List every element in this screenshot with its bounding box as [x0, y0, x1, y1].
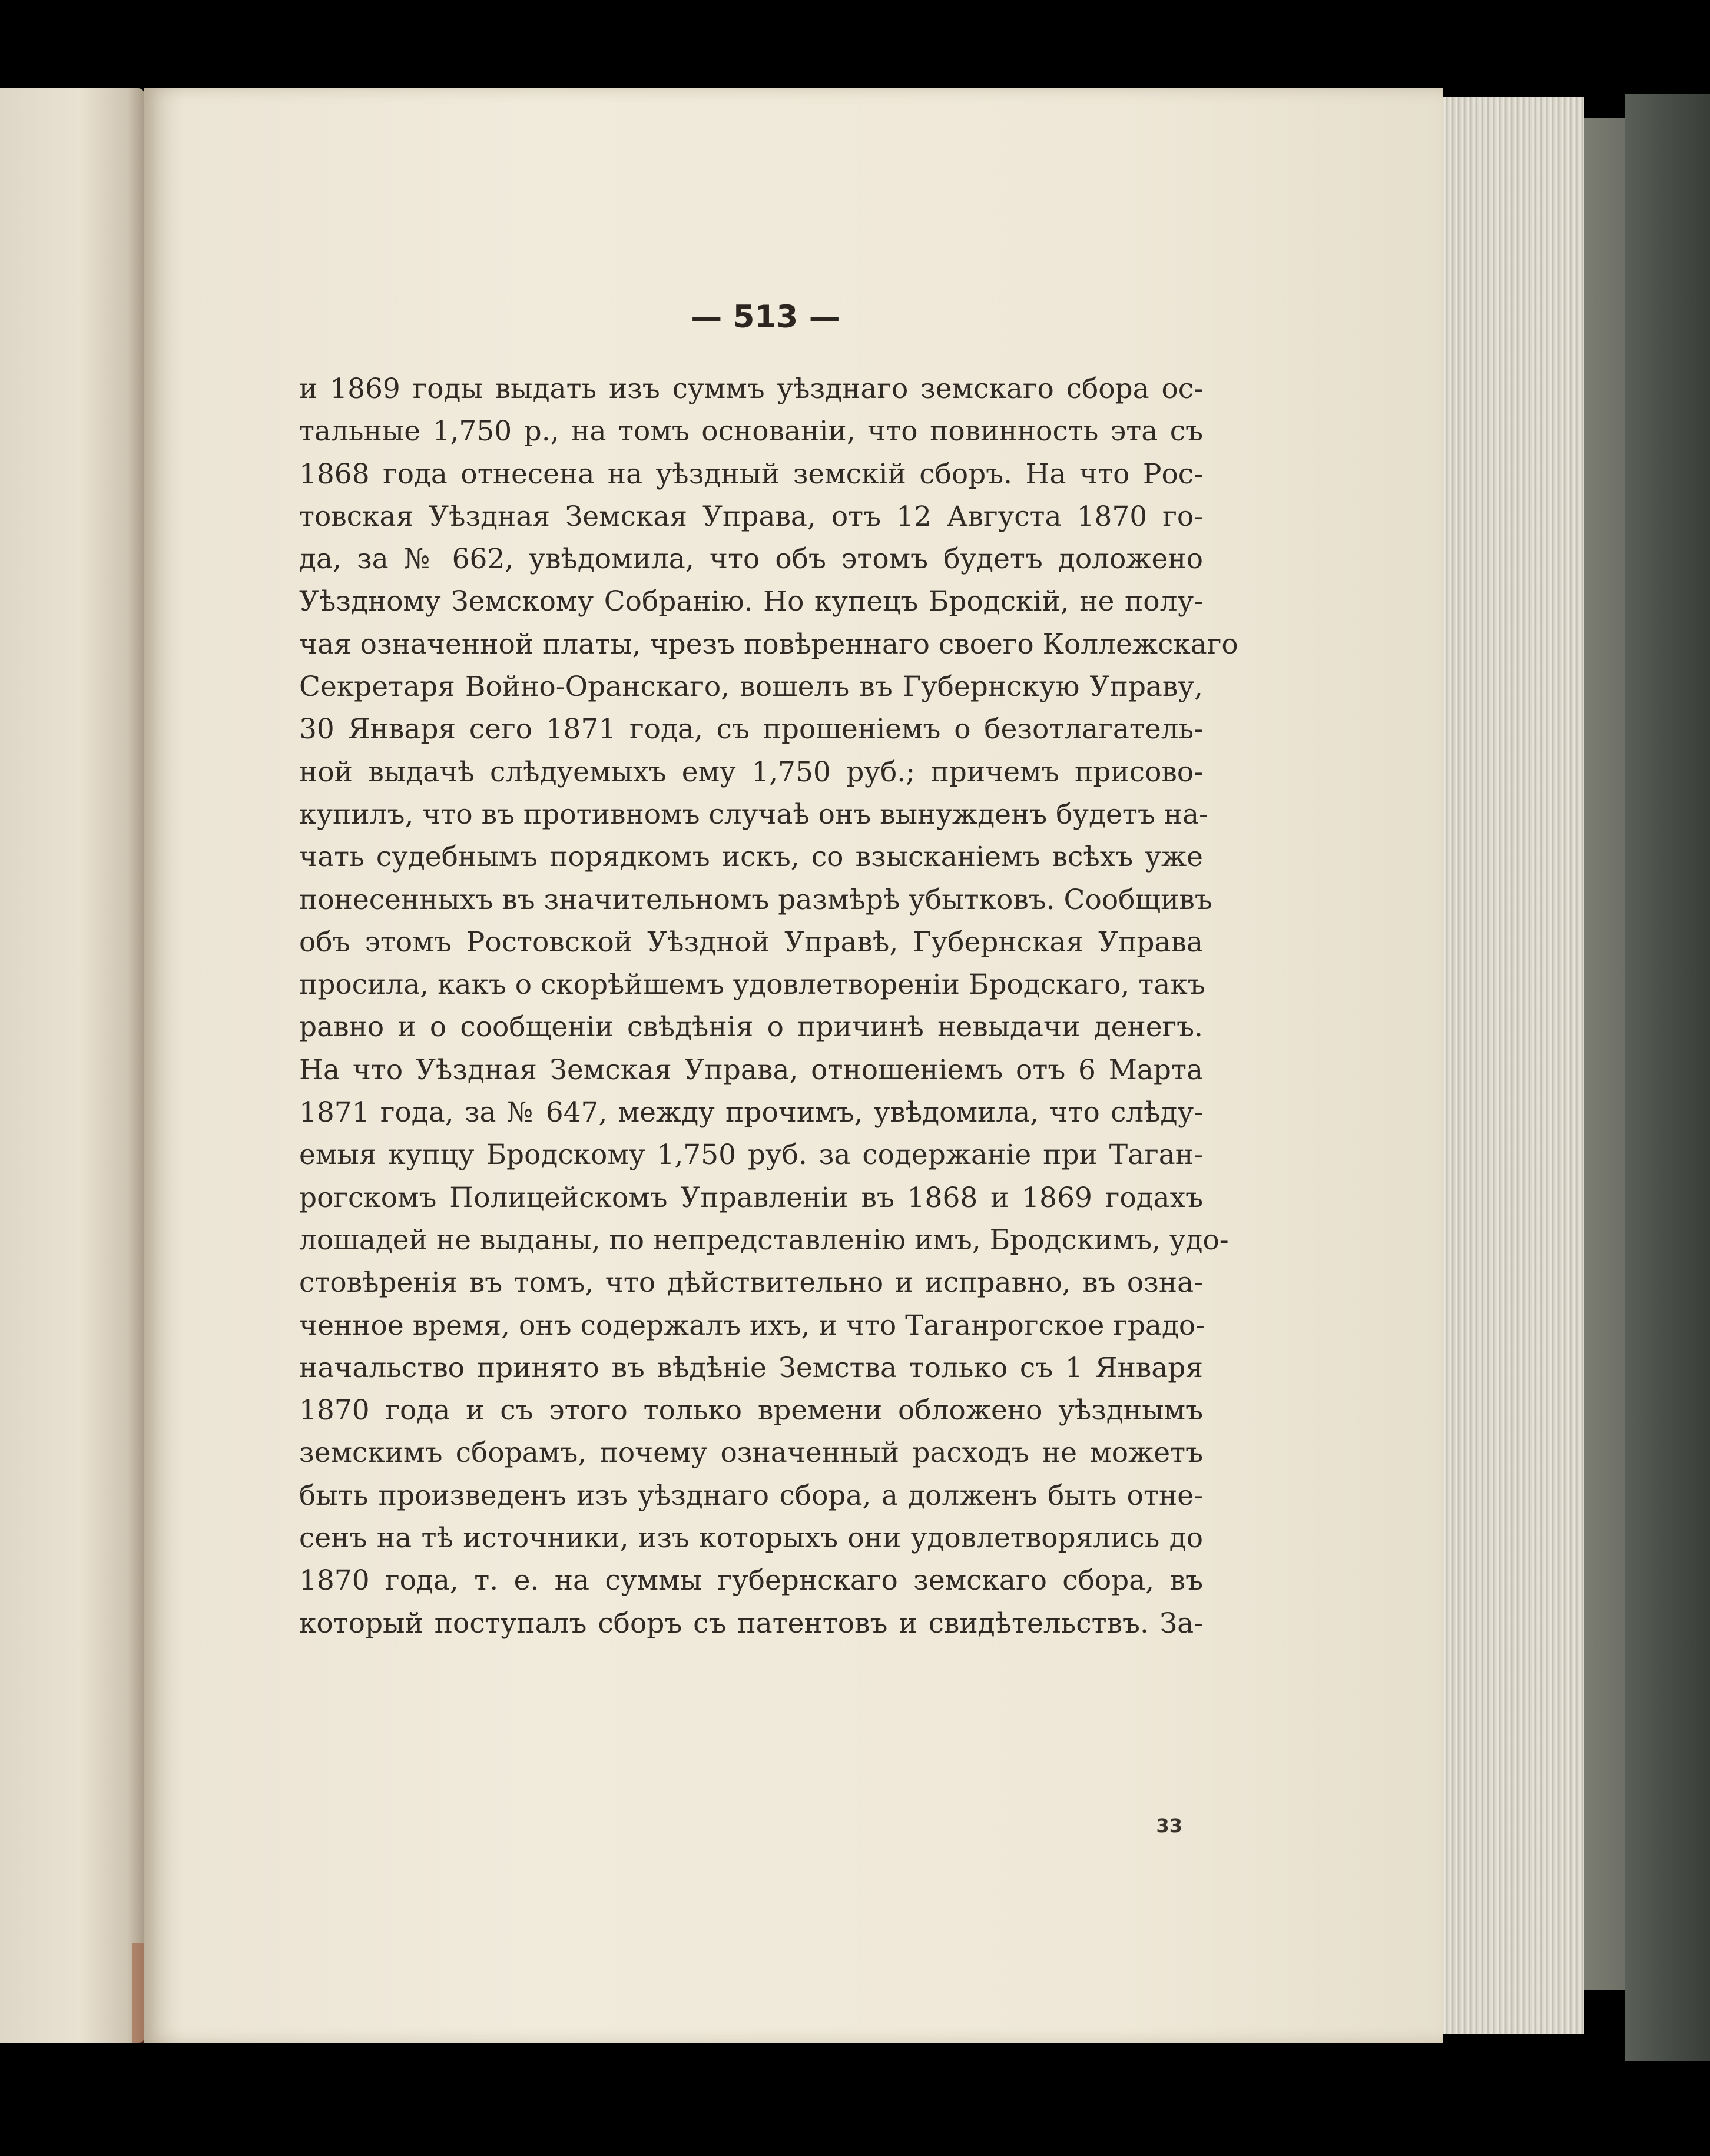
text-line: Секретаря Войно-Оранскаго, вошелъ въ Губернскую Управу,	[299, 671, 1203, 704]
text-line: и 1869 годы выдать изъ суммъ уѣзднаго земскаго сбора ос-	[299, 373, 1203, 405]
text-line: 1871 года, за № 647, между прочимъ, увѣдомила, что слѣду-	[299, 1096, 1203, 1129]
book-cover-inner	[1584, 118, 1625, 1990]
text-line: На что Уѣздная Земская Управа, отношеніемъ отъ 6 Марта	[299, 1053, 1203, 1086]
text-line: равно и о сообщеніи свѣдѣнія о причинѣ невыдачи денегъ.	[299, 1011, 1203, 1044]
text-line: понесенныхъ въ значительномъ размѣрѣ убытковъ. Сообщивъ	[299, 883, 1212, 916]
text-line: объ этомъ Ростовской Уѣздной Управѣ, Губернская Управа	[299, 926, 1203, 958]
text-line: начальство принято въ вѣдѣніе Земства только съ 1 Января	[299, 1351, 1203, 1384]
text-line: 1870 года, т. е. на суммы губернскаго земскаго сбора, въ	[299, 1564, 1203, 1597]
text-line: 1870 года и съ этого только времени обложено уѣзднымъ	[299, 1394, 1203, 1427]
text-line: просила, какъ о скорѣйшемъ удовлетвореніи Бродскаго, такъ	[299, 968, 1205, 1001]
book-cover-edge	[1625, 94, 1710, 2061]
text-line: быть произведенъ изъ уѣзднаго сбора, а долженъ быть отне-	[299, 1479, 1203, 1512]
text-line: чать судебнымъ порядкомъ искъ, со взысканіемъ всѣхъ уже	[299, 841, 1203, 874]
signature-mark: 33	[1156, 1815, 1182, 1837]
text-line: емыя купцу Бродскому 1,750 руб. за содержаніе при Таган-	[299, 1139, 1203, 1172]
text-line: чая означенной платы, чрезъ повѣреннаго своего Коллежскаго	[299, 628, 1238, 661]
text-line: лошадей не выданы, по непредставленію имъ, Бродскимъ, удо-	[299, 1223, 1229, 1256]
text-line: земскимъ сборамъ, почему означенный расходъ не можетъ	[299, 1437, 1203, 1470]
text-line: 30 Января сего 1871 года, съ прошеніемъ о безотлагатель-	[299, 713, 1203, 746]
text-line: товская Уѣздная Земская Управа, отъ 12 Августа 1870 го-	[299, 500, 1203, 533]
text-line: стовѣренія въ томъ, что дѣйствительно и исправно, въ озна-	[299, 1266, 1203, 1299]
page-block-edges	[1443, 97, 1584, 2034]
text-line: ченное время, онъ содержалъ ихъ, и что Таганрогское градо-	[299, 1309, 1205, 1342]
text-line: купилъ, что въ противномъ случаѣ онъ вынужденъ будетъ на-	[299, 798, 1208, 831]
text-line: Уѣздному Земскому Собранію. Но купецъ Бродскій, не полу-	[299, 585, 1203, 618]
text-line: тальные 1,750 р., на томъ основаніи, что повинность эта съ	[299, 415, 1203, 448]
text-line: да, за № 662, увѣдомила, что объ этомъ будетъ доложено	[299, 543, 1203, 576]
text-line: 1868 года отнесена на уѣздный земскій сборъ. На что Рос-	[299, 457, 1203, 490]
text-line: ной выдачѣ слѣдуемыхъ ему 1,750 руб.; причемъ присово-	[299, 755, 1203, 788]
text-line: сенъ на тѣ источники, изъ которыхъ они удовлетворялись до	[299, 1522, 1203, 1555]
text-line: рогскомъ Полицейскомъ Управленіи въ 1868 и 1869 годахъ	[299, 1181, 1203, 1214]
body-text	[299, 368, 1238, 1645]
text-line: который поступалъ сборъ съ патентовъ и свидѣтельствъ. За-	[299, 1607, 1203, 1640]
page-number: — 513 —	[691, 299, 840, 335]
left-page	[0, 88, 144, 2043]
